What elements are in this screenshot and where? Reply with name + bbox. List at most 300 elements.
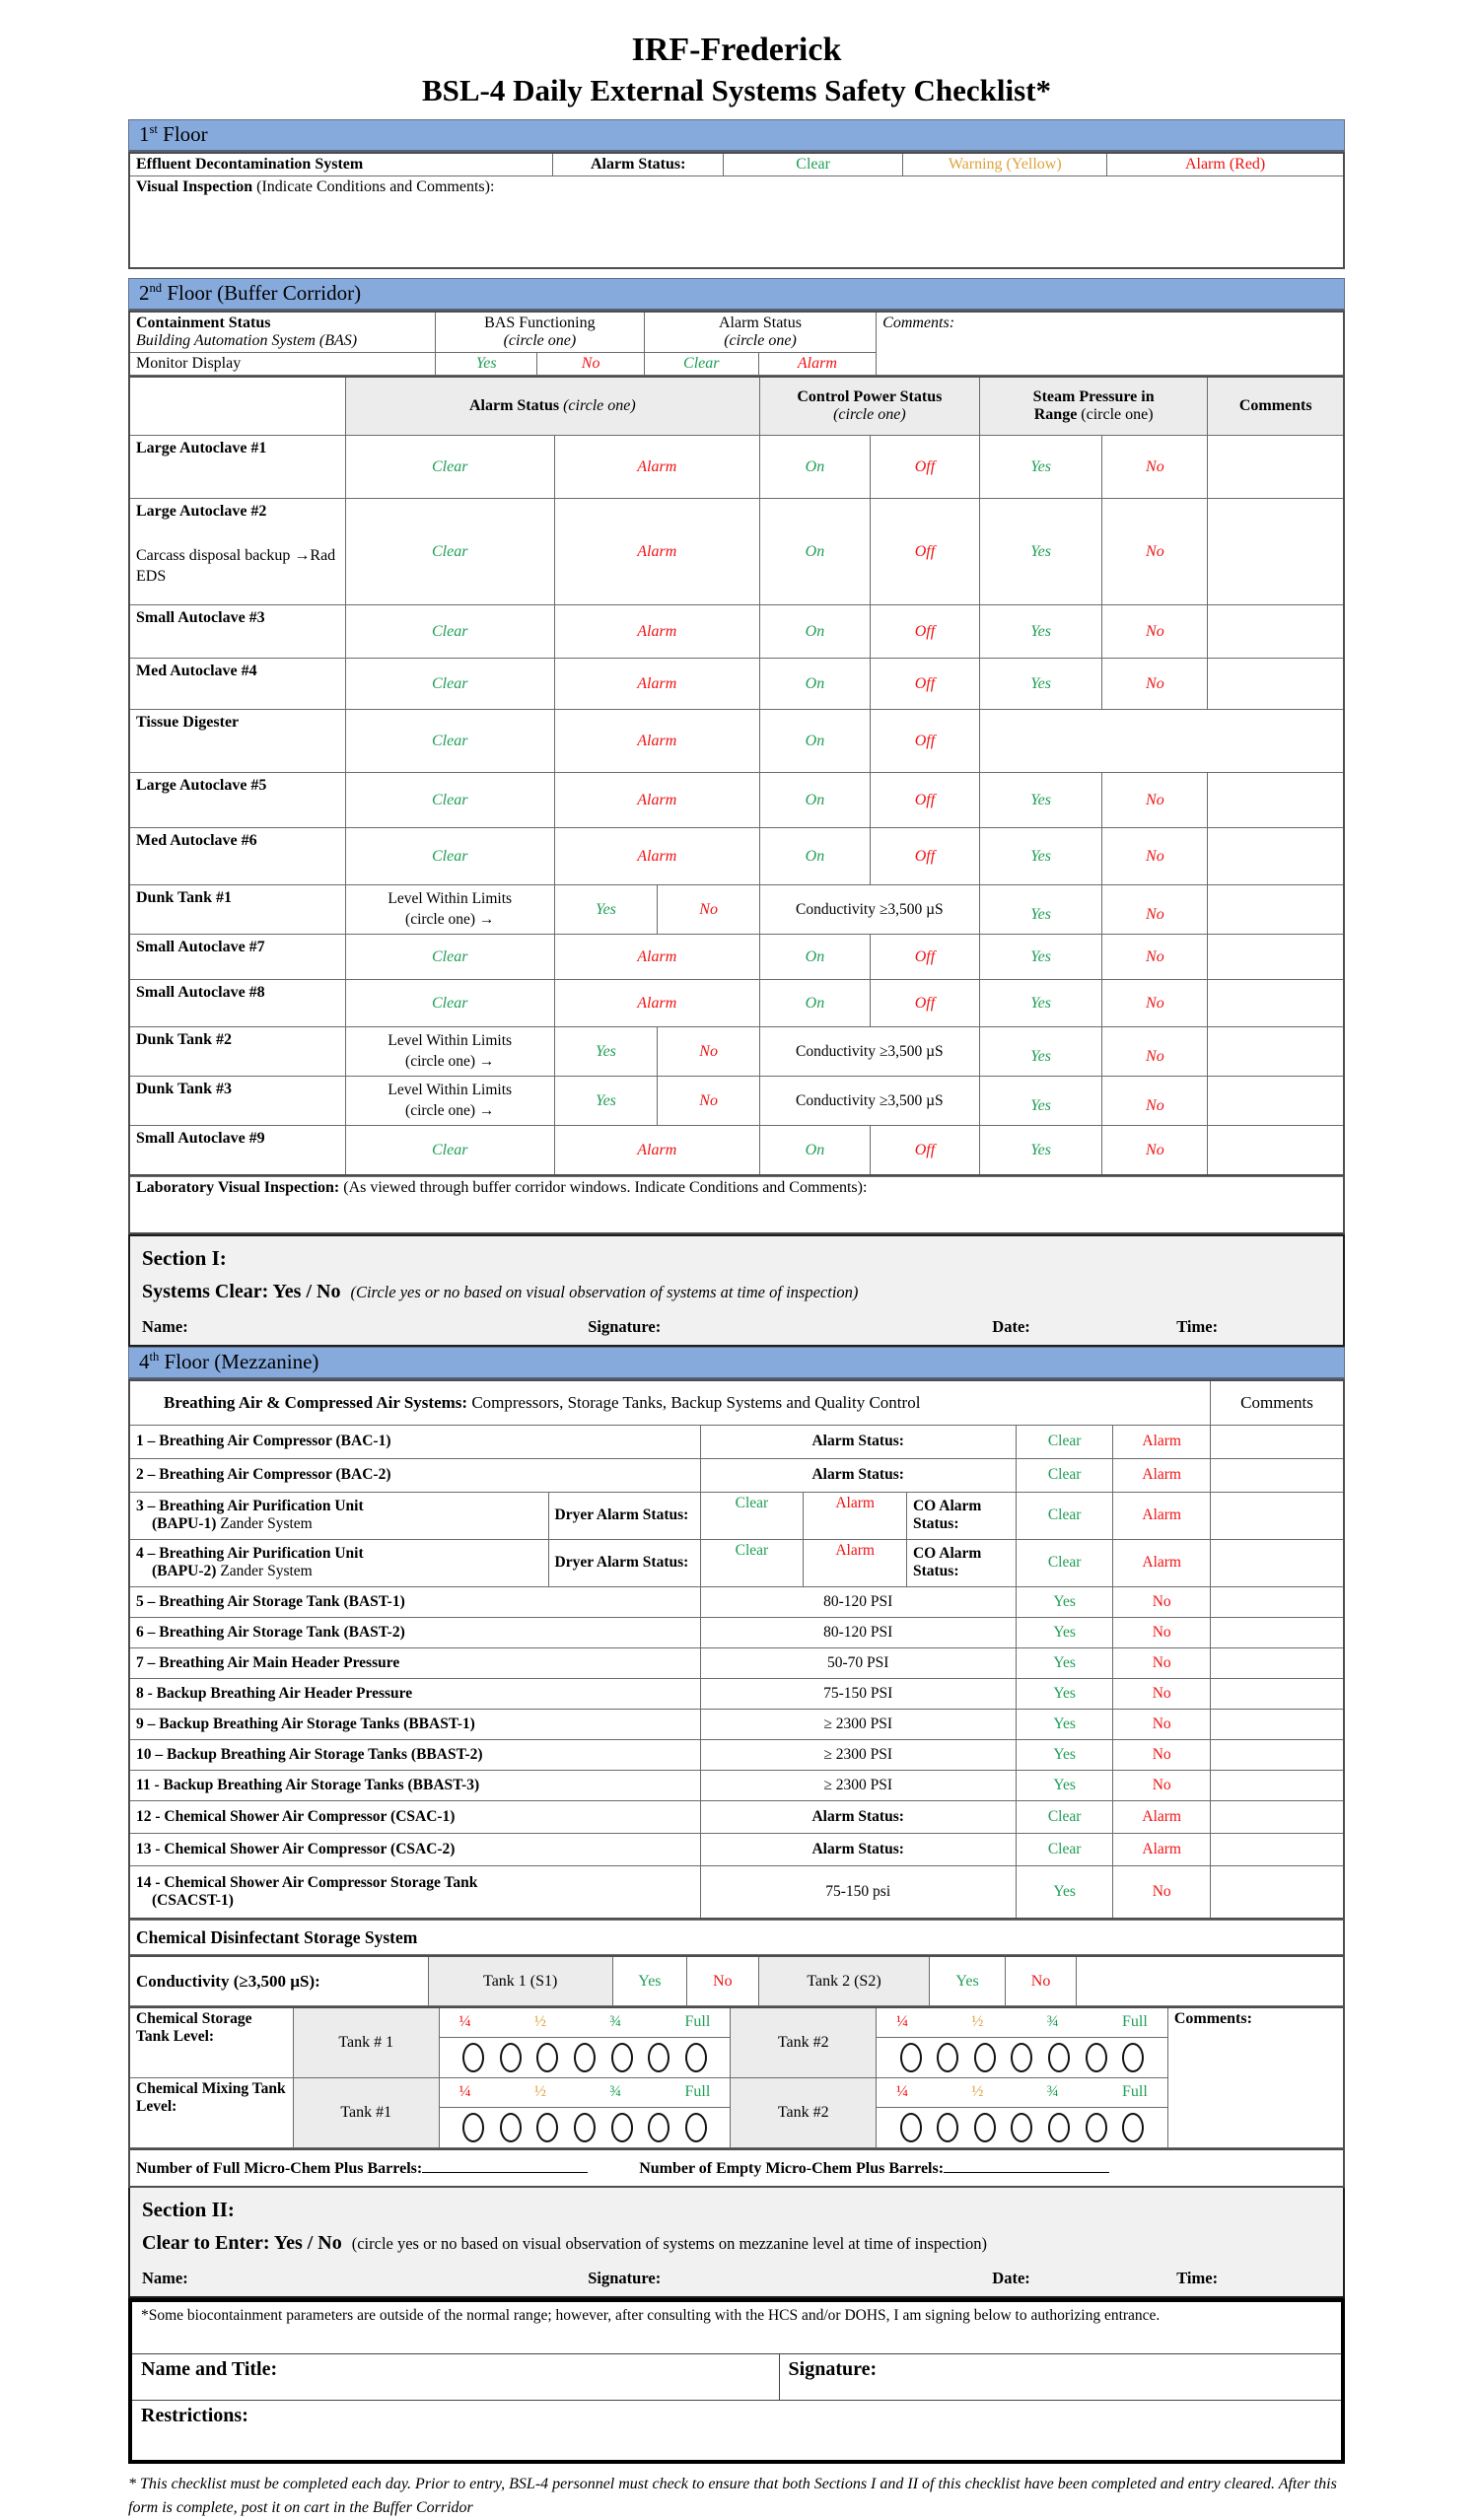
section-2-signature-label[interactable]: Signature: xyxy=(588,2268,662,2287)
tank-level-fractions xyxy=(877,2078,1167,2108)
fraction-mark[interactable]: ¼ xyxy=(458,2082,471,2100)
steam-pressure-header-line1: Steam Pressure in xyxy=(1032,388,1155,406)
equipment-name: Large Autoclave #1 xyxy=(136,440,267,457)
equipment-name: Large Autoclave #2 xyxy=(136,503,267,521)
fraction-mark[interactable]: Full xyxy=(684,2012,711,2030)
option-alarm[interactable]: Alarm xyxy=(554,710,759,773)
option-clear[interactable]: Clear xyxy=(700,1539,804,1586)
alarm-status-label: Alarm Status: xyxy=(700,1425,1016,1458)
breathing-item-subname xyxy=(136,1563,542,1580)
steam-pressure-header-line2: Range xyxy=(1033,406,1078,424)
option-no[interactable]: No xyxy=(1113,1739,1211,1770)
fraction-mark[interactable]: ½ xyxy=(971,2012,984,2030)
co-alarm-status-label: CO Alarm Status: xyxy=(906,1539,1016,1586)
comment-cell[interactable] xyxy=(1208,828,1344,885)
level-oval[interactable] xyxy=(1086,2113,1107,2142)
eds-option-clear[interactable]: Clear xyxy=(723,153,902,176)
comment-cell[interactable] xyxy=(1210,1458,1344,1492)
footnote: * This checklist must be completed each day. Prior to entry, BSL-4 personnel must check to ensure that both Sections I and II of this checklist have been completed and entry cleared. After this form is complete, post it on cart in the Buffer Corridor xyxy=(128,2475,1337,2516)
equipment-row xyxy=(129,1126,1344,1175)
option-clear[interactable]: Clear xyxy=(345,659,554,710)
option-yes[interactable]: Yes xyxy=(1016,1586,1113,1617)
comment-cell[interactable] xyxy=(1210,1539,1344,1586)
fraction-mark[interactable]: ¼ xyxy=(896,2012,909,2030)
option-no[interactable]: No xyxy=(658,1077,759,1126)
option-yes[interactable]: Yes xyxy=(1016,1865,1113,1919)
option-alarm[interactable]: Alarm xyxy=(554,605,759,659)
fraction-mark[interactable]: Full xyxy=(684,2082,711,2100)
option-on[interactable]: On xyxy=(759,605,870,659)
level-oval[interactable] xyxy=(1122,2113,1144,2142)
authorization-signature-label[interactable]: Signature: xyxy=(788,2357,878,2380)
section-1-signature-label[interactable]: Signature: xyxy=(588,1316,662,1336)
option-yes[interactable]: Yes xyxy=(979,605,1101,659)
option-yes[interactable]: Yes xyxy=(979,828,1101,885)
lab-visual-note: (As viewed through buffer corridor windows. Indicate Conditions and Comments): xyxy=(339,1178,868,1196)
option-no[interactable]: No xyxy=(1102,935,1208,980)
level-oval[interactable] xyxy=(500,2113,522,2142)
bas-comments-cell[interactable]: Comments: xyxy=(877,312,1344,376)
section-1-systems-clear[interactable]: Systems Clear: Yes / No xyxy=(142,1280,341,1302)
fraction-mark[interactable]: ¾ xyxy=(1046,2082,1059,2100)
eds-alarm-row xyxy=(129,153,1344,176)
fraction-mark[interactable]: ¾ xyxy=(609,2082,622,2100)
conductivity-threshold-label: Conductivity ≥3,500 µS xyxy=(759,885,979,935)
option-yes[interactable]: Yes xyxy=(979,885,1101,935)
monitor-display-label: Monitor Display xyxy=(129,353,435,376)
option-yes[interactable]: Yes xyxy=(1016,1709,1113,1739)
comment-cell[interactable] xyxy=(1208,885,1344,935)
option-no[interactable]: No xyxy=(1102,828,1208,885)
comment-cell[interactable] xyxy=(1210,1800,1344,1833)
chem-header-table xyxy=(128,1920,1345,1955)
level-oval[interactable] xyxy=(900,2043,922,2072)
equipment-label-cell xyxy=(129,773,345,828)
option-yes[interactable]: Yes xyxy=(979,1077,1101,1126)
barrels-empty-blank[interactable] xyxy=(944,2158,1109,2173)
pressure-range: 80-120 PSI xyxy=(700,1586,1016,1617)
storage-tank-level-row xyxy=(129,2007,1344,2078)
comment-cell[interactable] xyxy=(1210,1617,1344,1647)
level-oval[interactable] xyxy=(648,2113,669,2142)
fraction-mark[interactable]: ½ xyxy=(533,2012,546,2030)
fraction-mark[interactable]: Full xyxy=(1121,2082,1148,2100)
option-off[interactable]: Off xyxy=(870,605,979,659)
bas-system-label: Building Automation System (BAS) xyxy=(136,332,358,350)
option-on[interactable]: On xyxy=(759,710,870,773)
equipment-label-cell xyxy=(129,885,345,935)
comment-cell[interactable] xyxy=(1210,1865,1344,1919)
conductivity-tank1-label: Tank 1 (S1) xyxy=(428,1956,612,2005)
option-yes[interactable]: Yes xyxy=(1016,1739,1113,1770)
option-off[interactable]: Off xyxy=(870,659,979,710)
breathing-header-cell xyxy=(129,1380,1210,1426)
option-no[interactable]: No xyxy=(1113,1586,1211,1617)
section-1-date-label[interactable]: Date: xyxy=(992,1316,1030,1336)
breathing-item-label xyxy=(129,1425,700,1458)
option-no[interactable]: No xyxy=(1102,659,1208,710)
option-no[interactable]: No xyxy=(1113,1865,1211,1919)
section-2-time-label[interactable]: Time: xyxy=(1176,2268,1219,2287)
breathing-comments-header: Comments xyxy=(1210,1380,1344,1426)
option-no[interactable]: No xyxy=(1102,1077,1208,1126)
level-oval[interactable] xyxy=(574,2043,596,2072)
comment-cell[interactable] xyxy=(1208,980,1344,1027)
option-alarm[interactable]: Alarm xyxy=(554,499,759,605)
option-yes[interactable]: Yes xyxy=(979,980,1101,1027)
comment-cell[interactable] xyxy=(1208,605,1344,659)
option-yes[interactable]: Yes xyxy=(554,885,658,935)
barrels-table xyxy=(128,2148,1345,2188)
control-power-header xyxy=(759,377,979,436)
pressure-range: 75-150 psi xyxy=(700,1865,1016,1919)
option-clear[interactable]: Clear xyxy=(1016,1833,1113,1865)
option-clear[interactable]: Clear xyxy=(345,773,554,828)
equipment-label-cell xyxy=(129,1077,345,1126)
option-clear[interactable]: Clear xyxy=(345,710,554,773)
comments-header: Comments xyxy=(1208,377,1344,436)
level-oval[interactable] xyxy=(574,2113,596,2142)
comment-cell[interactable] xyxy=(1210,1833,1344,1865)
dryer-alarm-status-label: Dryer Alarm Status: xyxy=(548,1539,700,1586)
comment-cell[interactable] xyxy=(1210,1770,1344,1800)
equipment-label-cell xyxy=(129,605,345,659)
option-off[interactable]: Off xyxy=(870,773,979,828)
option-on[interactable]: On xyxy=(759,436,870,499)
option-no[interactable]: No xyxy=(1102,980,1208,1027)
equipment-name: Dunk Tank #3 xyxy=(136,1081,232,1098)
option-alarm[interactable]: Alarm xyxy=(554,1126,759,1175)
barrels-cell xyxy=(129,2149,1344,2187)
option-off[interactable]: Off xyxy=(870,980,979,1027)
bas-table xyxy=(128,311,1345,376)
fraction-mark[interactable]: ¾ xyxy=(1046,2012,1059,2030)
option-yes[interactable]: Yes xyxy=(554,1077,658,1126)
option-yes[interactable]: Yes xyxy=(979,499,1101,605)
option-no[interactable]: No xyxy=(1102,773,1208,828)
section-2-clear-to-enter[interactable]: Clear to Enter: Yes / No xyxy=(142,2231,342,2254)
breathing-item-name: 13 - Chemical Shower Air Compressor (CSAC-2) xyxy=(136,1840,456,1857)
alarm-status-label: Alarm Status: xyxy=(700,1800,1016,1833)
tank1-conductivity-no[interactable]: No xyxy=(686,1956,758,2005)
option-alarm[interactable]: Alarm xyxy=(804,1492,907,1539)
lab-visual-label: Laboratory Visual Inspection: xyxy=(136,1178,340,1196)
comment-cell[interactable] xyxy=(1208,659,1344,710)
comment-cell[interactable] xyxy=(1208,1027,1344,1077)
barrels-full-blank[interactable] xyxy=(422,2158,588,2173)
option-alarm[interactable]: Alarm xyxy=(554,828,759,885)
mixing-tank-level-row xyxy=(129,2077,1344,2147)
option-alarm[interactable]: Alarm xyxy=(1113,1800,1211,1833)
section-1 xyxy=(128,1234,1345,1347)
eds-option-alarm[interactable]: Alarm (Red) xyxy=(1107,153,1344,176)
pressure-range: ≥ 2300 PSI xyxy=(700,1709,1016,1739)
breathing-item-label xyxy=(129,1539,548,1586)
control-power-header-label: Control Power Status xyxy=(797,388,943,406)
alarm-status-label: Alarm Status: xyxy=(700,1833,1016,1865)
option-yes[interactable]: Yes xyxy=(1016,1647,1113,1678)
tank1-conductivity-yes[interactable]: Yes xyxy=(612,1956,686,2005)
option-no[interactable]: No xyxy=(1113,1709,1211,1739)
option-on[interactable]: On xyxy=(759,499,870,605)
effluent-decon-table xyxy=(128,152,1345,269)
breathing-item-name: 14 - Chemical Shower Air Compressor Storage Tank xyxy=(136,1874,478,1891)
level-oval[interactable] xyxy=(648,2043,669,2072)
option-off[interactable]: Off xyxy=(870,499,979,605)
option-alarm[interactable]: Alarm xyxy=(554,436,759,499)
level-oval[interactable] xyxy=(1011,2113,1032,2142)
option-no[interactable]: No xyxy=(1102,436,1208,499)
section-1-name-label[interactable]: Name: xyxy=(142,1316,188,1336)
tank2-conductivity-no[interactable]: No xyxy=(1005,1956,1077,2005)
option-clear[interactable]: Clear xyxy=(1016,1458,1113,1492)
comment-cell[interactable] xyxy=(1210,1425,1344,1458)
level-oval[interactable] xyxy=(685,2043,707,2072)
fraction-mark[interactable]: ¼ xyxy=(458,2012,471,2030)
comment-cell[interactable] xyxy=(1210,1647,1344,1678)
level-oval[interactable] xyxy=(462,2043,484,2072)
steam-pressure-circle-one: (circle one) xyxy=(1077,406,1154,424)
option-yes[interactable]: Yes xyxy=(979,1126,1101,1175)
bas-alarm-circle-one: (circle one) xyxy=(724,332,797,350)
option-alarm[interactable]: Alarm xyxy=(1113,1425,1211,1458)
option-clear[interactable]: Clear xyxy=(1016,1425,1113,1458)
tank2-conductivity-yes[interactable]: Yes xyxy=(930,1956,1005,2005)
tank-level-comments-cell[interactable]: Comments: xyxy=(1167,2007,1344,2148)
option-on[interactable]: On xyxy=(759,980,870,1027)
level-oval[interactable] xyxy=(1086,2043,1107,2072)
option-alarm[interactable]: Alarm xyxy=(1113,1458,1211,1492)
storage-tank2-level-gauge xyxy=(877,2007,1168,2078)
bas-option-alarm[interactable]: Alarm xyxy=(758,353,877,376)
level-circle-one-label: (circle one) → xyxy=(405,1101,495,1119)
level-oval[interactable] xyxy=(1048,2113,1070,2142)
breathing-row xyxy=(129,1739,1344,1770)
section-2-name-label[interactable]: Name: xyxy=(142,2268,188,2287)
level-oval[interactable] xyxy=(974,2043,996,2072)
floor2-number: 2 xyxy=(139,281,150,306)
storage-tank1-level-gauge xyxy=(439,2007,731,2078)
option-on[interactable]: On xyxy=(759,935,870,980)
option-yes[interactable]: Yes xyxy=(979,1027,1101,1077)
comment-cell[interactable] xyxy=(1208,499,1344,605)
equipment-label-cell xyxy=(129,710,345,773)
level-oval[interactable] xyxy=(974,2113,996,2142)
level-oval[interactable] xyxy=(611,2113,633,2142)
comment-cell[interactable] xyxy=(1210,1492,1344,1539)
option-alarm[interactable]: Alarm xyxy=(554,773,759,828)
comment-cell[interactable] xyxy=(1208,935,1344,980)
option-no[interactable]: No xyxy=(1102,885,1208,935)
section-bar-floor1 xyxy=(128,119,1345,152)
fraction-mark[interactable]: ½ xyxy=(533,2082,546,2100)
section-2-signature-row xyxy=(142,2269,1331,2288)
comment-cell[interactable] xyxy=(1208,436,1344,499)
equipment-row xyxy=(129,980,1344,1027)
option-no[interactable]: No xyxy=(1102,1126,1208,1175)
level-oval[interactable] xyxy=(611,2043,633,2072)
tank-level-fractions xyxy=(440,2008,731,2038)
option-no[interactable]: No xyxy=(1113,1770,1211,1800)
comment-cell[interactable] xyxy=(1208,1077,1344,1126)
option-on[interactable]: On xyxy=(759,828,870,885)
option-no[interactable]: No xyxy=(658,885,759,935)
breathing-item-name: 4 – Breathing Air Purification Unit xyxy=(136,1545,364,1563)
breathing-item-label xyxy=(129,1492,548,1539)
option-yes[interactable]: Yes xyxy=(1016,1770,1113,1800)
option-alarm[interactable]: Alarm xyxy=(1113,1833,1211,1865)
mixing-tank1-label: Tank #1 xyxy=(293,2077,439,2147)
breathing-item-name: 2 – Breathing Air Compressor (BAC-2) xyxy=(136,1466,391,1484)
option-on[interactable]: On xyxy=(759,1126,870,1175)
option-clear[interactable]: Clear xyxy=(345,935,554,980)
breathing-row xyxy=(129,1770,1344,1800)
bas-functioning-header xyxy=(435,312,644,353)
bas-header-row xyxy=(129,312,1344,353)
tank-level-circles xyxy=(877,2038,1167,2077)
section-1-heading: Section I: xyxy=(142,1245,227,1270)
bas-option-no[interactable]: No xyxy=(537,353,644,376)
option-alarm[interactable]: Alarm xyxy=(554,980,759,1027)
alarm-status-header-circle-one: (circle one) xyxy=(563,397,636,415)
comment-cell[interactable] xyxy=(1210,1678,1344,1709)
option-clear[interactable]: Clear xyxy=(1016,1800,1113,1833)
fraction-mark[interactable]: Full xyxy=(1121,2012,1148,2030)
lab-visual-cell[interactable] xyxy=(129,1176,1344,1233)
containment-status-cell xyxy=(129,312,435,353)
level-circle-one-label: (circle one) → xyxy=(405,1052,495,1070)
option-clear[interactable]: Clear xyxy=(345,436,554,499)
level-oval[interactable] xyxy=(500,2043,522,2072)
breathing-item-code: (CSACST-1) xyxy=(152,1892,234,1909)
option-on[interactable]: On xyxy=(759,659,870,710)
equipment-header-row xyxy=(129,377,1344,436)
floor1-number: 1 xyxy=(139,122,150,147)
level-oval[interactable] xyxy=(1011,2043,1032,2072)
option-clear[interactable]: Clear xyxy=(700,1492,804,1539)
option-alarm[interactable]: Alarm xyxy=(554,935,759,980)
option-no[interactable]: No xyxy=(1102,1027,1208,1077)
option-clear[interactable]: Clear xyxy=(345,1126,554,1175)
option-yes[interactable]: Yes xyxy=(979,773,1101,828)
fraction-mark[interactable]: ¼ xyxy=(896,2082,909,2100)
option-yes[interactable]: Yes xyxy=(554,1027,658,1077)
option-off[interactable]: Off xyxy=(870,436,979,499)
bas-option-yes[interactable]: Yes xyxy=(435,353,536,376)
option-clear[interactable]: Clear xyxy=(345,828,554,885)
breathing-item-label xyxy=(129,1709,700,1739)
level-oval[interactable] xyxy=(900,2113,922,2142)
level-oval[interactable] xyxy=(1122,2043,1144,2072)
option-alarm[interactable]: Alarm xyxy=(1113,1539,1211,1586)
option-clear[interactable]: Clear xyxy=(1016,1492,1113,1539)
option-yes[interactable]: Yes xyxy=(1016,1678,1113,1709)
option-alarm[interactable]: Alarm xyxy=(554,659,759,710)
option-no[interactable]: No xyxy=(658,1027,759,1077)
option-alarm[interactable]: Alarm xyxy=(804,1539,907,1586)
option-no[interactable]: No xyxy=(1113,1647,1211,1678)
option-off[interactable]: Off xyxy=(870,828,979,885)
level-within-limits-label: Level Within Limits xyxy=(387,1031,513,1049)
option-yes[interactable]: Yes xyxy=(979,935,1101,980)
level-oval[interactable] xyxy=(462,2113,484,2142)
restrictions-label[interactable]: Restrictions: xyxy=(141,2404,248,2426)
level-oval[interactable] xyxy=(1048,2043,1070,2072)
level-oval[interactable] xyxy=(536,2113,558,2142)
level-oval[interactable] xyxy=(536,2043,558,2072)
conductivity-threshold-label: Conductivity ≥3,500 µS xyxy=(759,1077,979,1126)
section-1-signature-row xyxy=(142,1317,1331,1337)
fraction-mark[interactable]: ½ xyxy=(971,2082,984,2100)
comment-cell[interactable] xyxy=(1210,1739,1344,1770)
option-off[interactable]: Off xyxy=(870,935,979,980)
pressure-range: ≥ 2300 PSI xyxy=(700,1739,1016,1770)
mixing-tank-level-label: Chemical Mixing Tank Level: xyxy=(129,2077,293,2147)
level-oval[interactable] xyxy=(685,2113,707,2142)
barrels-full-label: Number of Full Micro-Chem Plus Barrels: xyxy=(136,2159,423,2177)
breathing-item-name: 9 – Backup Breathing Air Storage Tanks (BBAST-1) xyxy=(136,1715,475,1732)
option-no[interactable]: No xyxy=(1113,1678,1211,1709)
level-within-limits-label: Level Within Limits xyxy=(387,889,513,907)
option-clear[interactable]: Clear xyxy=(345,605,554,659)
option-no[interactable]: No xyxy=(1102,499,1208,605)
breathing-item-label xyxy=(129,1647,700,1678)
floor4-label: Floor (Mezzanine) xyxy=(159,1349,319,1373)
level-within-limits-cell xyxy=(345,885,554,935)
option-yes[interactable]: Yes xyxy=(1016,1617,1113,1647)
level-oval[interactable] xyxy=(937,2113,958,2142)
equipment-header-blank xyxy=(129,377,345,436)
containment-status-label: Containment Status xyxy=(136,315,271,332)
option-off[interactable]: Off xyxy=(870,1126,979,1175)
section-1-time-label[interactable]: Time: xyxy=(1176,1316,1219,1336)
breathing-item-name: 8 - Backup Breathing Air Header Pressure xyxy=(136,1684,413,1702)
equipment-name: Large Autoclave #5 xyxy=(136,777,267,795)
equipment-row xyxy=(129,499,1344,605)
equipment-row xyxy=(129,436,1344,499)
control-power-circle-one: (circle one) xyxy=(833,406,906,424)
breathing-item-label xyxy=(129,1865,700,1919)
conductivity-row xyxy=(129,1956,1344,2005)
comment-cell[interactable] xyxy=(1208,1126,1344,1175)
level-oval[interactable] xyxy=(937,2043,958,2072)
option-no[interactable]: No xyxy=(1102,605,1208,659)
option-no[interactable]: No xyxy=(1113,1617,1211,1647)
option-alarm[interactable]: Alarm xyxy=(1113,1492,1211,1539)
comment-cell[interactable] xyxy=(1210,1586,1344,1617)
bas-option-clear[interactable]: Clear xyxy=(644,353,758,376)
comment-cell[interactable] xyxy=(1208,773,1344,828)
option-off[interactable]: Off xyxy=(870,710,979,773)
section-2-date-label[interactable]: Date: xyxy=(992,2268,1030,2287)
option-clear[interactable]: Clear xyxy=(345,499,554,605)
equipment-name: Tissue Digester xyxy=(136,714,240,732)
visual-inspection-cell[interactable] xyxy=(129,176,1344,269)
breathing-item-system: Zander System xyxy=(216,1563,313,1580)
breathing-item-label xyxy=(129,1833,700,1865)
authorization-name-title-label[interactable]: Name and Title: xyxy=(141,2357,278,2380)
eds-option-warning[interactable]: Warning (Yellow) xyxy=(903,153,1107,176)
option-clear[interactable]: Clear xyxy=(345,980,554,1027)
comment-cell[interactable] xyxy=(1210,1709,1344,1739)
fraction-mark[interactable]: ¾ xyxy=(609,2012,622,2030)
option-yes[interactable]: Yes xyxy=(979,436,1101,499)
breathing-row xyxy=(129,1617,1344,1647)
option-on[interactable]: On xyxy=(759,773,870,828)
eds-alarm-status-label: Alarm Status: xyxy=(553,153,723,176)
option-yes[interactable]: Yes xyxy=(979,659,1101,710)
option-clear[interactable]: Clear xyxy=(1016,1539,1113,1586)
